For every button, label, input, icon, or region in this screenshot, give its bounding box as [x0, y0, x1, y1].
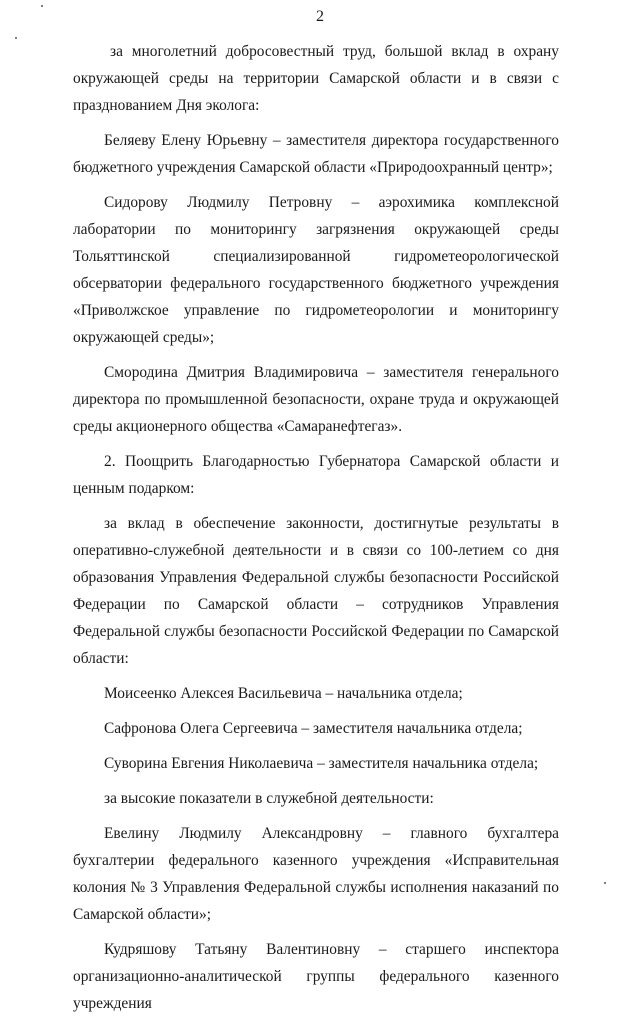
paragraph-belyaeva: Беляеву Елену Юрьевну – заместителя директора государственного бюджетного учреждения Самарской области «Природоохранный центр»;	[73, 132, 559, 176]
paragraph-moiseenko: Моисеенко Алексея Васильевича – начальника отдела;	[104, 685, 463, 702]
paragraph-fsb-reason: за вклад в обеспечение законности, достигнутые результаты в оперативно-служебной деятельности и в связи со 100-летием со дня образования Управления Федеральной службы безопасности Российской Федерации по Самарской области – сотрудников Управления Федеральной службы безопасности Российской Федерации по Самарской области:	[73, 515, 559, 667]
paragraph-service-reason: за высокие показатели в служебной деятельности:	[104, 790, 434, 807]
scan-speck	[15, 37, 17, 39]
paragraph-smorodin: Смородина Дмитрия Владимировича – заместителя генерального директора по промышленной безопасности, охране труда и окружающей среды акционерного общества «Самаранефтегаз».	[73, 364, 559, 435]
paragraph-suvorin: Суворина Евгения Николаевича – заместителя начальника отдела;	[104, 755, 539, 772]
paragraph-kudryashova: Кудряшову Татьяну Валентиновну – старшего инспектора организационно-аналитической группы федерального казенного учреждения	[73, 941, 559, 1012]
paragraph-evelina: Евелину Людмилу Александровну – главного бухгалтера бухгалтерии федерального казенного учреждения «Исправительная колония № 3 Управления Федеральной службы исполнения наказаний по Самарской области»;	[73, 825, 559, 923]
paragraph-safronov: Сафронова Олега Сергеевича – заместителя начальника отдела;	[104, 720, 523, 737]
scan-speck	[604, 882, 606, 884]
document-body	[73, 38, 559, 1017]
paragraph-award-reason: за многолетний добросовестный труд, большой вклад в охрану окружающей среды на территории Самарской области и в связи с празднованием Дня эколога:	[73, 43, 559, 114]
page-number: 2	[316, 8, 324, 25]
paragraph-item-2: 2. Поощрить Благодарностью Губернатора Самарской области и ценным подарком:	[73, 453, 559, 497]
scan-speck	[41, 5, 43, 7]
paragraph-sidorova: Сидорову Людмилу Петровну – аэрохимика комплексной лаборатории по мониторингу загрязнения окружающей среды Тольяттинской специализированной гидрометеорологической обсерватории федерального государственного бюджетного учреждения «Приволжское управление по гидрометеорологии и мониторингу окружающей среды»;	[73, 194, 559, 346]
